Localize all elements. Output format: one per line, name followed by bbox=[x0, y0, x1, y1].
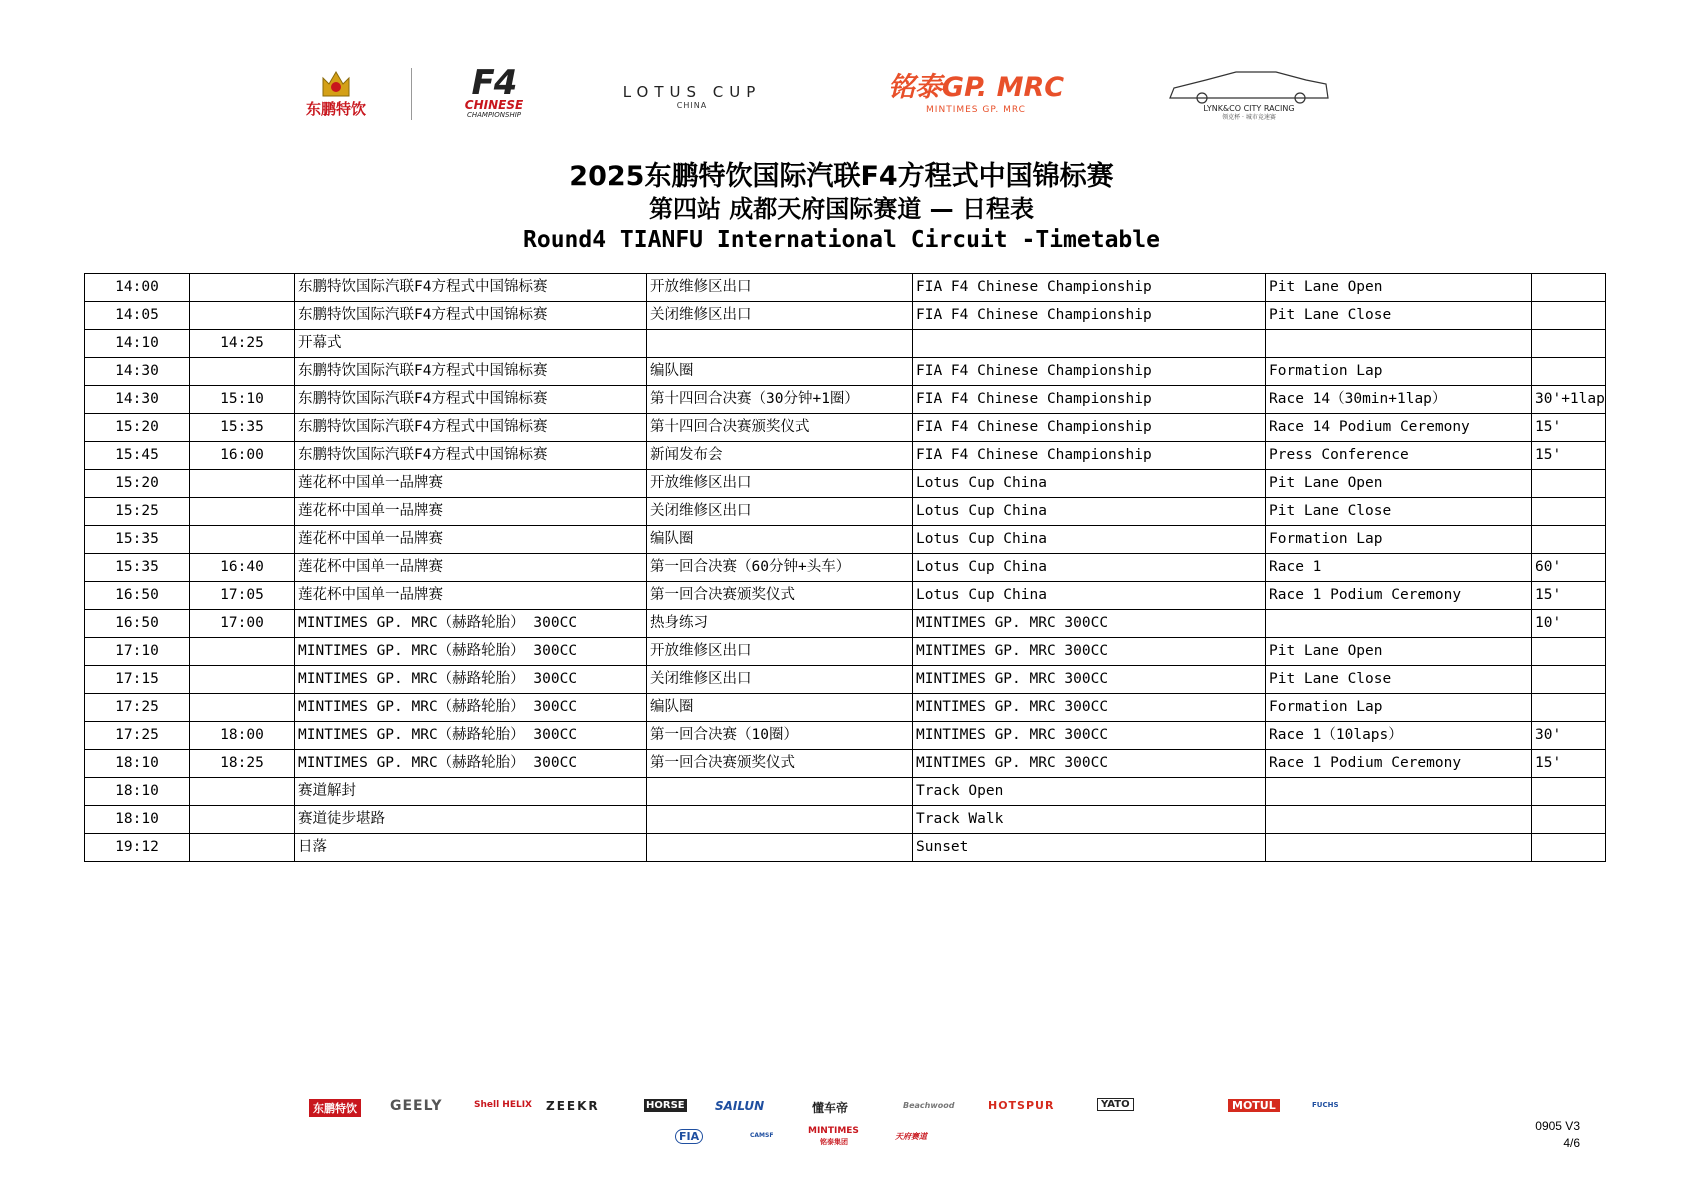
end-time-cell: 17:05 bbox=[190, 582, 295, 610]
end-time-cell bbox=[190, 358, 295, 386]
start-time-cell: 14:05 bbox=[85, 302, 190, 330]
logo-divider bbox=[411, 68, 412, 120]
session-name-en-cell: Pit Lane Open bbox=[1266, 638, 1532, 666]
document-version: 0905 V3 bbox=[1535, 1119, 1580, 1133]
title-block bbox=[0, 160, 1683, 256]
sponsor-beachwood: Beachwood bbox=[903, 1101, 955, 1110]
session-name-en-cell: Race 1 Podium Ceremony bbox=[1266, 750, 1532, 778]
start-time-cell: 18:10 bbox=[85, 778, 190, 806]
page-title: 2025东鹏特饮国际汽联F4方程式中国锦标赛 bbox=[569, 161, 1114, 192]
event-name-cn-cell: MINTIMES GP. MRC（赫路轮胎） 300CC bbox=[295, 638, 647, 666]
sponsor-sailun: SAILUN bbox=[715, 1099, 765, 1113]
session-name-cn-cell: 关闭维修区出口 bbox=[647, 302, 913, 330]
table-row bbox=[85, 722, 1606, 750]
end-time-cell: 16:00 bbox=[190, 442, 295, 470]
start-time-cell: 14:30 bbox=[85, 386, 190, 414]
start-time-cell: 15:20 bbox=[85, 470, 190, 498]
duration-cell bbox=[1532, 330, 1606, 358]
start-time-cell: 15:25 bbox=[85, 498, 190, 526]
duration-cell: 15' bbox=[1532, 414, 1606, 442]
session-name-en-cell: Race 1 Podium Ceremony bbox=[1266, 582, 1532, 610]
sponsor-camsf: CAMSF bbox=[750, 1132, 774, 1139]
table-row bbox=[85, 750, 1606, 778]
event-name-cn-cell: 东鹏特饮国际汽联F4方程式中国锦标赛 bbox=[295, 442, 647, 470]
start-time-cell: 17:25 bbox=[85, 694, 190, 722]
event-name-en-cell: Lotus Cup China bbox=[913, 554, 1266, 582]
sponsor-shell-helix: Shell HELIX bbox=[474, 1100, 532, 1110]
mintimes-logo-sub: MINTIMES GP. MRC bbox=[926, 105, 1026, 115]
end-time-cell bbox=[190, 666, 295, 694]
session-name-en-cell bbox=[1266, 330, 1532, 358]
event-name-en-cell: FIA F4 Chinese Championship bbox=[913, 302, 1266, 330]
event-name-en-cell: FIA F4 Chinese Championship bbox=[913, 386, 1266, 414]
duration-cell: 30' bbox=[1532, 722, 1606, 750]
end-time-cell bbox=[190, 470, 295, 498]
mintimes-gp-mrc-logo bbox=[876, 70, 1076, 118]
event-name-cn-cell: 开幕式 bbox=[295, 330, 647, 358]
event-name-cn-cell: 莲花杯中国单一品牌赛 bbox=[295, 582, 647, 610]
start-time-cell: 15:20 bbox=[85, 414, 190, 442]
duration-cell: 15' bbox=[1532, 442, 1606, 470]
page-footer bbox=[1535, 1118, 1580, 1152]
page-subtitle: 第四站 成都天府国际赛道 — 日程表 bbox=[648, 195, 1035, 223]
session-name-cn-cell: 第一回合决赛（60分钟+头车） bbox=[647, 554, 913, 582]
f4-logo-mark: F4 bbox=[471, 62, 517, 103]
header-logos bbox=[0, 62, 1683, 128]
session-name-en-cell: Pit Lane Close bbox=[1266, 666, 1532, 694]
session-name-cn-cell: 第一回合决赛（10圈） bbox=[647, 722, 913, 750]
event-name-en-cell: Sunset bbox=[913, 834, 1266, 862]
f4-chinese-championship-logo bbox=[438, 64, 550, 122]
end-time-cell: 18:00 bbox=[190, 722, 295, 750]
event-name-en-cell: MINTIMES GP. MRC 300CC bbox=[913, 638, 1266, 666]
start-time-cell: 17:15 bbox=[85, 666, 190, 694]
sponsor-hotspur: HOTSPUR bbox=[988, 1099, 1055, 1112]
event-name-en-cell: MINTIMES GP. MRC 300CC bbox=[913, 722, 1266, 750]
session-name-en-cell: Race 14（30min+1lap） bbox=[1266, 386, 1532, 414]
start-time-cell: 19:12 bbox=[85, 834, 190, 862]
table-row bbox=[85, 330, 1606, 358]
event-name-cn-cell: 东鹏特饮国际汽联F4方程式中国锦标赛 bbox=[295, 414, 647, 442]
end-time-cell bbox=[190, 302, 295, 330]
session-name-cn-cell bbox=[647, 330, 913, 358]
event-name-cn-cell: 东鹏特饮国际汽联F4方程式中国锦标赛 bbox=[295, 386, 647, 414]
duration-cell bbox=[1532, 694, 1606, 722]
event-name-en-cell: Track Walk bbox=[913, 806, 1266, 834]
session-name-en-cell: Race 14 Podium Ceremony bbox=[1266, 414, 1532, 442]
session-name-cn-cell: 开放维修区出口 bbox=[647, 274, 913, 302]
event-name-en-cell: Lotus Cup China bbox=[913, 498, 1266, 526]
table-row bbox=[85, 442, 1606, 470]
table-row bbox=[85, 554, 1606, 582]
start-time-cell: 16:50 bbox=[85, 582, 190, 610]
duration-cell bbox=[1532, 778, 1606, 806]
session-name-cn-cell: 编队圈 bbox=[647, 694, 913, 722]
event-name-cn-cell: 东鹏特饮国际汽联F4方程式中国锦标赛 bbox=[295, 358, 647, 386]
session-name-cn-cell: 第十四回合决赛（30分钟+1圈） bbox=[647, 386, 913, 414]
event-name-cn-cell: 莲花杯中国单一品牌赛 bbox=[295, 498, 647, 526]
duration-cell: 15' bbox=[1532, 582, 1606, 610]
event-name-en-cell bbox=[913, 330, 1266, 358]
sponsor-geely: GEELY bbox=[390, 1098, 443, 1114]
sponsor-strip bbox=[0, 1093, 1683, 1153]
table-row bbox=[85, 778, 1606, 806]
end-time-cell bbox=[190, 834, 295, 862]
event-name-en-cell: FIA F4 Chinese Championship bbox=[913, 414, 1266, 442]
event-name-en-cell: Lotus Cup China bbox=[913, 470, 1266, 498]
end-time-cell: 15:35 bbox=[190, 414, 295, 442]
lynk-logo-text: LYNK&CO CITY RACING bbox=[1203, 104, 1295, 113]
duration-cell bbox=[1532, 806, 1606, 834]
session-name-cn-cell bbox=[647, 778, 913, 806]
sponsor-mintimes-sub: 铭泰集团 bbox=[820, 1138, 848, 1146]
event-name-cn-cell: 东鹏特饮国际汽联F4方程式中国锦标赛 bbox=[295, 302, 647, 330]
duration-cell bbox=[1532, 470, 1606, 498]
session-name-en-cell: Pit Lane Close bbox=[1266, 498, 1532, 526]
start-time-cell: 16:50 bbox=[85, 610, 190, 638]
duration-cell: 10' bbox=[1532, 610, 1606, 638]
session-name-cn-cell: 编队圈 bbox=[647, 526, 913, 554]
end-time-cell bbox=[190, 638, 295, 666]
session-name-cn-cell: 热身练习 bbox=[647, 610, 913, 638]
session-name-cn-cell: 开放维修区出口 bbox=[647, 638, 913, 666]
duration-cell: 15' bbox=[1532, 750, 1606, 778]
lynk-co-city-racing-logo bbox=[1164, 66, 1334, 124]
table-row bbox=[85, 358, 1606, 386]
start-time-cell: 18:10 bbox=[85, 750, 190, 778]
event-name-en-cell: FIA F4 Chinese Championship bbox=[913, 358, 1266, 386]
duration-cell bbox=[1532, 498, 1606, 526]
session-name-cn-cell: 新闻发布会 bbox=[647, 442, 913, 470]
table-row bbox=[85, 302, 1606, 330]
end-time-cell bbox=[190, 778, 295, 806]
sponsor-fia: FIA bbox=[675, 1129, 703, 1144]
session-name-en-cell: Race 1（10laps） bbox=[1266, 722, 1532, 750]
session-name-cn-cell: 关闭维修区出口 bbox=[647, 498, 913, 526]
start-time-cell: 15:45 bbox=[85, 442, 190, 470]
sponsor-yato: YATO bbox=[1097, 1098, 1134, 1111]
session-name-en-cell bbox=[1266, 610, 1532, 638]
page-subtitle-english: Round4 TIANFU International Circuit -Timetable bbox=[523, 227, 1160, 253]
page-number: 4/6 bbox=[1563, 1136, 1580, 1150]
duration-cell: 30'+1lap bbox=[1532, 386, 1606, 414]
session-name-cn-cell: 关闭维修区出口 bbox=[647, 666, 913, 694]
end-time-cell: 17:00 bbox=[190, 610, 295, 638]
end-time-cell: 15:10 bbox=[190, 386, 295, 414]
lotus-logo-text: LOTUS CUP bbox=[622, 82, 762, 101]
duration-cell bbox=[1532, 666, 1606, 694]
session-name-en-cell bbox=[1266, 778, 1532, 806]
table-row bbox=[85, 666, 1606, 694]
session-name-en-cell: Formation Lap bbox=[1266, 694, 1532, 722]
session-name-en-cell: Pit Lane Open bbox=[1266, 470, 1532, 498]
session-name-en-cell: Formation Lap bbox=[1266, 358, 1532, 386]
session-name-cn-cell: 第一回合决赛颁奖仪式 bbox=[647, 582, 913, 610]
session-name-en-cell: Race 1 bbox=[1266, 554, 1532, 582]
table-row bbox=[85, 526, 1606, 554]
session-name-cn-cell: 编队圈 bbox=[647, 358, 913, 386]
session-name-en-cell bbox=[1266, 834, 1532, 862]
session-name-cn-cell: 第一回合决赛颁奖仪式 bbox=[647, 750, 913, 778]
table-row bbox=[85, 498, 1606, 526]
f4-logo-sub2: CHAMPIONSHIP bbox=[466, 110, 521, 119]
event-name-cn-cell: MINTIMES GP. MRC（赫路轮胎） 300CC bbox=[295, 750, 647, 778]
f4-logo-sub: CHINESE bbox=[464, 97, 524, 112]
event-name-cn-cell: 日落 bbox=[295, 834, 647, 862]
event-name-cn-cell: MINTIMES GP. MRC（赫路轮胎） 300CC bbox=[295, 666, 647, 694]
table-row bbox=[85, 386, 1606, 414]
event-name-cn-cell: 莲花杯中国单一品牌赛 bbox=[295, 554, 647, 582]
sponsor-dongchedi: 懂车帝 bbox=[812, 1101, 849, 1115]
end-time-cell: 14:25 bbox=[190, 330, 295, 358]
table-row bbox=[85, 806, 1606, 834]
table-row bbox=[85, 610, 1606, 638]
event-name-cn-cell: 莲花杯中国单一品牌赛 bbox=[295, 470, 647, 498]
session-name-cn-cell bbox=[647, 806, 913, 834]
timetable bbox=[84, 273, 1606, 862]
table-row bbox=[85, 470, 1606, 498]
table-row bbox=[85, 834, 1606, 862]
event-name-cn-cell: 赛道解封 bbox=[295, 778, 647, 806]
sponsor-fuchs: FUCHS bbox=[1312, 1101, 1339, 1109]
session-name-en-cell: Press Conference bbox=[1266, 442, 1532, 470]
lotus-logo-sub: CHINA bbox=[676, 100, 708, 110]
session-name-en-cell: Formation Lap bbox=[1266, 526, 1532, 554]
session-name-en-cell bbox=[1266, 806, 1532, 834]
lotus-cup-china-logo bbox=[612, 82, 772, 112]
duration-cell bbox=[1532, 638, 1606, 666]
end-time-cell bbox=[190, 274, 295, 302]
start-time-cell: 17:25 bbox=[85, 722, 190, 750]
event-name-en-cell: Lotus Cup China bbox=[913, 582, 1266, 610]
lynk-logo-sub: 领克杯 · 城市竞速赛 bbox=[1222, 114, 1276, 121]
dongpeng-logo-text: 东鹏特饮 bbox=[305, 100, 366, 118]
start-time-cell: 14:30 bbox=[85, 358, 190, 386]
timetable-body bbox=[85, 274, 1606, 862]
event-name-cn-cell: MINTIMES GP. MRC（赫路轮胎） 300CC bbox=[295, 722, 647, 750]
event-name-en-cell: Lotus Cup China bbox=[913, 526, 1266, 554]
end-time-cell bbox=[190, 694, 295, 722]
sponsor-tianfu: 天府赛道 bbox=[895, 1132, 927, 1141]
event-name-en-cell: FIA F4 Chinese Championship bbox=[913, 274, 1266, 302]
duration-cell bbox=[1532, 834, 1606, 862]
end-time-cell bbox=[190, 806, 295, 834]
end-time-cell: 18:25 bbox=[190, 750, 295, 778]
start-time-cell: 14:00 bbox=[85, 274, 190, 302]
event-name-en-cell: MINTIMES GP. MRC 300CC bbox=[913, 750, 1266, 778]
event-name-cn-cell: MINTIMES GP. MRC（赫路轮胎） 300CC bbox=[295, 694, 647, 722]
table-row bbox=[85, 414, 1606, 442]
event-name-en-cell: MINTIMES GP. MRC 300CC bbox=[913, 666, 1266, 694]
event-name-cn-cell: 莲花杯中国单一品牌赛 bbox=[295, 526, 647, 554]
start-time-cell: 15:35 bbox=[85, 526, 190, 554]
session-name-cn-cell: 开放维修区出口 bbox=[647, 470, 913, 498]
sponsor-motul: MOTUL bbox=[1228, 1099, 1280, 1112]
crown-icon bbox=[319, 68, 353, 100]
duration-cell: 60' bbox=[1532, 554, 1606, 582]
table-row bbox=[85, 638, 1606, 666]
end-time-cell bbox=[190, 498, 295, 526]
session-name-cn-cell bbox=[647, 834, 913, 862]
start-time-cell: 14:10 bbox=[85, 330, 190, 358]
table-row bbox=[85, 582, 1606, 610]
session-name-en-cell: Pit Lane Open bbox=[1266, 274, 1532, 302]
start-time-cell: 15:35 bbox=[85, 554, 190, 582]
end-time-cell bbox=[190, 526, 295, 554]
duration-cell bbox=[1532, 302, 1606, 330]
duration-cell bbox=[1532, 274, 1606, 302]
sponsor-dongpeng: 东鹏特饮 bbox=[309, 1099, 361, 1117]
session-name-en-cell: Pit Lane Close bbox=[1266, 302, 1532, 330]
sponsor-horse: HORSE bbox=[646, 1100, 685, 1111]
end-time-cell: 16:40 bbox=[190, 554, 295, 582]
sponsor-zeekr: ZEEKR bbox=[546, 1099, 600, 1113]
start-time-cell: 17:10 bbox=[85, 638, 190, 666]
dongpeng-logo bbox=[296, 62, 376, 124]
sponsor-mintimes: MINTIMES bbox=[808, 1126, 859, 1136]
start-time-cell: 18:10 bbox=[85, 806, 190, 834]
race-car-icon bbox=[1166, 68, 1332, 104]
duration-cell bbox=[1532, 526, 1606, 554]
event-name-cn-cell: 东鹏特饮国际汽联F4方程式中国锦标赛 bbox=[295, 274, 647, 302]
event-name-en-cell: Track Open bbox=[913, 778, 1266, 806]
session-name-cn-cell: 第十四回合决赛颁奖仪式 bbox=[647, 414, 913, 442]
event-name-cn-cell: MINTIMES GP. MRC（赫路轮胎） 300CC bbox=[295, 610, 647, 638]
table-row bbox=[85, 694, 1606, 722]
event-name-cn-cell: 赛道徒步堪路 bbox=[295, 806, 647, 834]
mintimes-logo-text: 铭泰GP. MRC bbox=[887, 72, 1065, 103]
duration-cell bbox=[1532, 358, 1606, 386]
event-name-en-cell: MINTIMES GP. MRC 300CC bbox=[913, 694, 1266, 722]
event-name-en-cell: FIA F4 Chinese Championship bbox=[913, 442, 1266, 470]
table-row bbox=[85, 274, 1606, 302]
event-name-en-cell: MINTIMES GP. MRC 300CC bbox=[913, 610, 1266, 638]
